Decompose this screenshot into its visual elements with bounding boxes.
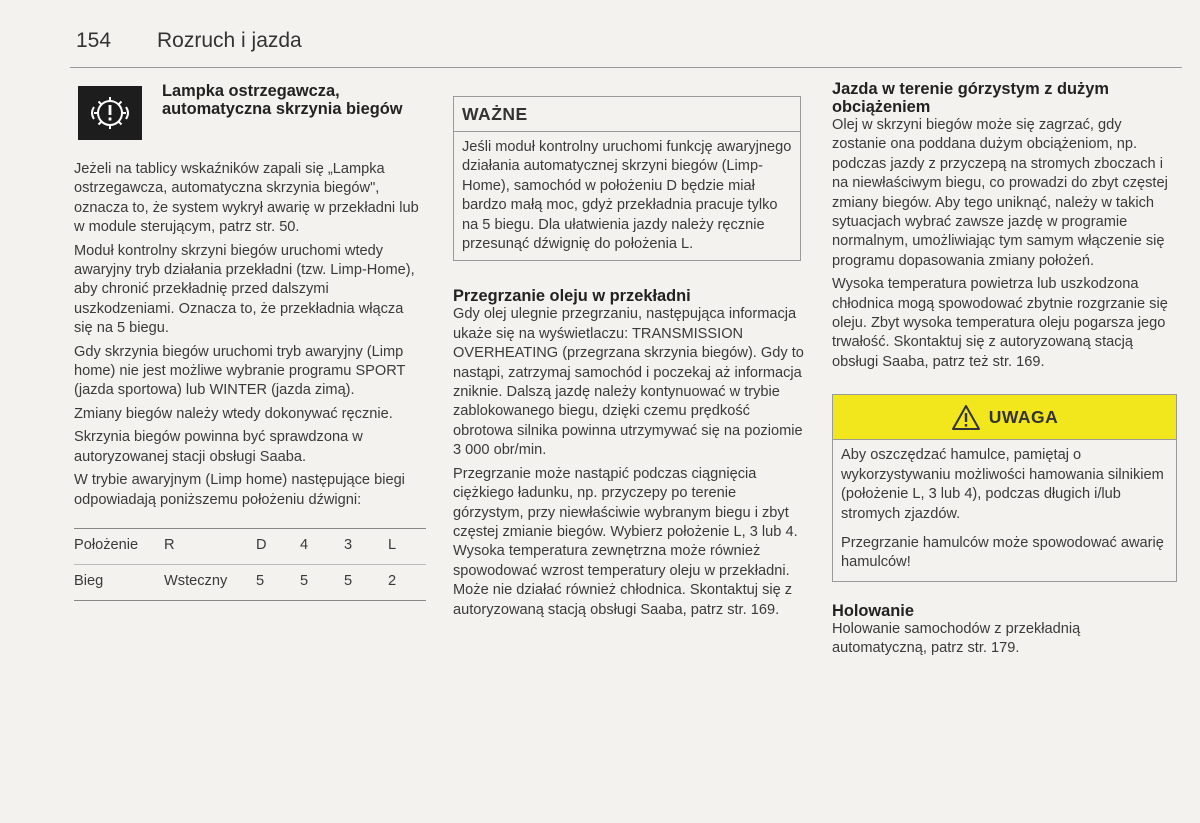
table-cell: 2 (388, 564, 426, 600)
warning-lamp-heading (74, 82, 426, 140)
caution-title: UWAGA (988, 406, 1059, 427)
caution-box (832, 394, 1177, 581)
important-notice-title: WAŻNE (454, 97, 800, 132)
table-cell: 4 (300, 528, 344, 564)
table-cell: 5 (344, 564, 388, 600)
table-row (74, 564, 426, 600)
paragraph: Wysoka temperatura powietrza lub uszkodzona chłodnica mogą spowodować zbytnie rozgrzanie się oleju. Zbyt wysoka temperatura oleju pogarsza jego trwałość. Skontaktuj się z autoryzowaną stacją obsługi Saaba, patrz też str. 169. (832, 276, 1168, 370)
paragraph: Zmiany biegów należy wtedy dokonywać ręcznie. (74, 405, 393, 422)
paragraph: Gdy skrzynia biegów uruchomi tryb awaryjny (Limp home) nie jest możliwe wybranie programu SPORT (jazda sportowa) lub WINTER (jazda zimą). (74, 343, 406, 399)
important-notice-text: Jeśli moduł kontrolny uruchomi funkcję awaryjnego działania automatycznej skrzyni biegów (Limp-Home), samochód w położeniu D będzie miał bardzo małą moc, gdyż przekładnia pracuje tylko na 5 biegu. Dla ułatwienia jazdy należy ręcznie przesunąć dźwignię do położenia L. (462, 139, 792, 253)
header-divider (70, 67, 1182, 68)
column-right (832, 80, 1178, 663)
table-cell: 5 (300, 564, 344, 600)
table-cell: L (388, 528, 426, 564)
paragraph: Gdy olej ulegnie przegrzaniu, następująca informacja ukaże się na wyświetlaczu: TRANSMISSION OVERHEATING (przegrzana skrzynia biegów). Gdy to nastąpi, zatrzymaj samochód i poczekaj aż informacja zniknie. Dalszą jazdę należy kontynuować w trybie zablokowanego biegu, dzięki czemu prędkość obrotowa silnika powinna utrzymywać się na poziomie 3 000 obr/min. (453, 306, 804, 459)
warning-lamp-title: Lampka ostrzegawcza, automatyczna skrzynia biegów (162, 82, 403, 118)
paragraph: Jeżeli na tablicy wskaźników zapali się „Lampka ostrzegawcza, automatyczna skrzynia biegów", oznacza to, że system wykrył awarię w przekładni lub w module sterującym, patrz str. 50. (74, 161, 419, 236)
section-heading-hill-driving: Jazda w terenie górzystym z dużym obciążeniem (832, 80, 1109, 116)
paragraph: Aby oszczędzać hamulce, pamiętaj o wykorzystywaniu możliwości hamowania silnikiem (położenie L, 3 lub 4), podczas długich i/lub stromych zjazdów. (841, 447, 1164, 522)
table-cell: Wsteczny (164, 564, 256, 600)
column-left (74, 80, 426, 601)
table-cell: D (256, 528, 300, 564)
paragraph: W trybie awaryjnym (Limp home) następujące biegi odpowiadają poniższemu położeniu dźwigni: (74, 472, 405, 508)
paragraph: Olej w skrzyni biegów może się zagrzać, gdy zostanie ona poddana dużym obciążeniom, np. podczas jazdy z przyczepą na stromych zboczach i na niewłaściwym biegu, co prowadzi do zbyt częstej zmiany biegów. Aby tego uniknąć, należy w takich sytuacjach wybrać zawsze jazdę w programie normalnym, umożliwiając tym samym włączenie się programu dopasowania zmiany położeń. (832, 117, 1168, 269)
table-cell: R (164, 528, 256, 564)
table-cell: Bieg (74, 564, 164, 600)
table-cell: 3 (344, 528, 388, 564)
paragraph: Moduł kontrolny skrzyni biegów uruchomi wtedy awaryjny tryb działania przekładni (tzw. Limp-Home), aby chronić przekładnię przed dalszymi uszkodzeniami. Oznacza to, że przekładnia włącza się na 5 biegu. (74, 242, 415, 337)
important-notice-box (453, 96, 801, 261)
paragraph: Holowanie samochodów z przekładnią automatyczną, patrz str. 179. (832, 620, 1081, 657)
caution-header (833, 395, 1176, 440)
paragraph: Przegrzanie hamulców może spowodować awarię hamulców! (841, 534, 1164, 571)
table-row (74, 528, 426, 564)
gear-position-table (74, 528, 426, 601)
section-heading-towing: Holowanie (832, 601, 914, 620)
transmission-warning-icon (78, 86, 142, 140)
warning-triangle-icon (951, 404, 981, 431)
column-middle (453, 80, 805, 624)
table-cell: 5 (256, 564, 300, 600)
table-cell: Położenie (74, 528, 164, 564)
paragraph: Przegrzanie może nastąpić podczas ciągnięcia ciężkiego ładunku, np. przyczepy po terenie górzystym, przy niewłaściwie wybranym biegu i zbyt częstej zmianie biegów. Wybierz położenie L, 3 lub 4. Wysoka temperatura zewnętrzna może również spowodować wzrost temperatury oleju w przekładni. Może nie działać również chłodnica. Skontaktuj się z autoryzowaną stacją obsługi Saaba, patrz str. 169. (453, 465, 798, 618)
section-header-title: Rozruch i jazda (157, 29, 302, 52)
caution-body (833, 440, 1176, 580)
section-heading-oil-overheat: Przegrzanie oleju w przekładni (453, 287, 691, 306)
important-notice-body (454, 132, 800, 260)
paragraph: Skrzynia biegów powinna być sprawdzona w autoryzowanej stacji obsługi Saaba. (74, 429, 363, 465)
page-number: 154 (76, 29, 112, 52)
